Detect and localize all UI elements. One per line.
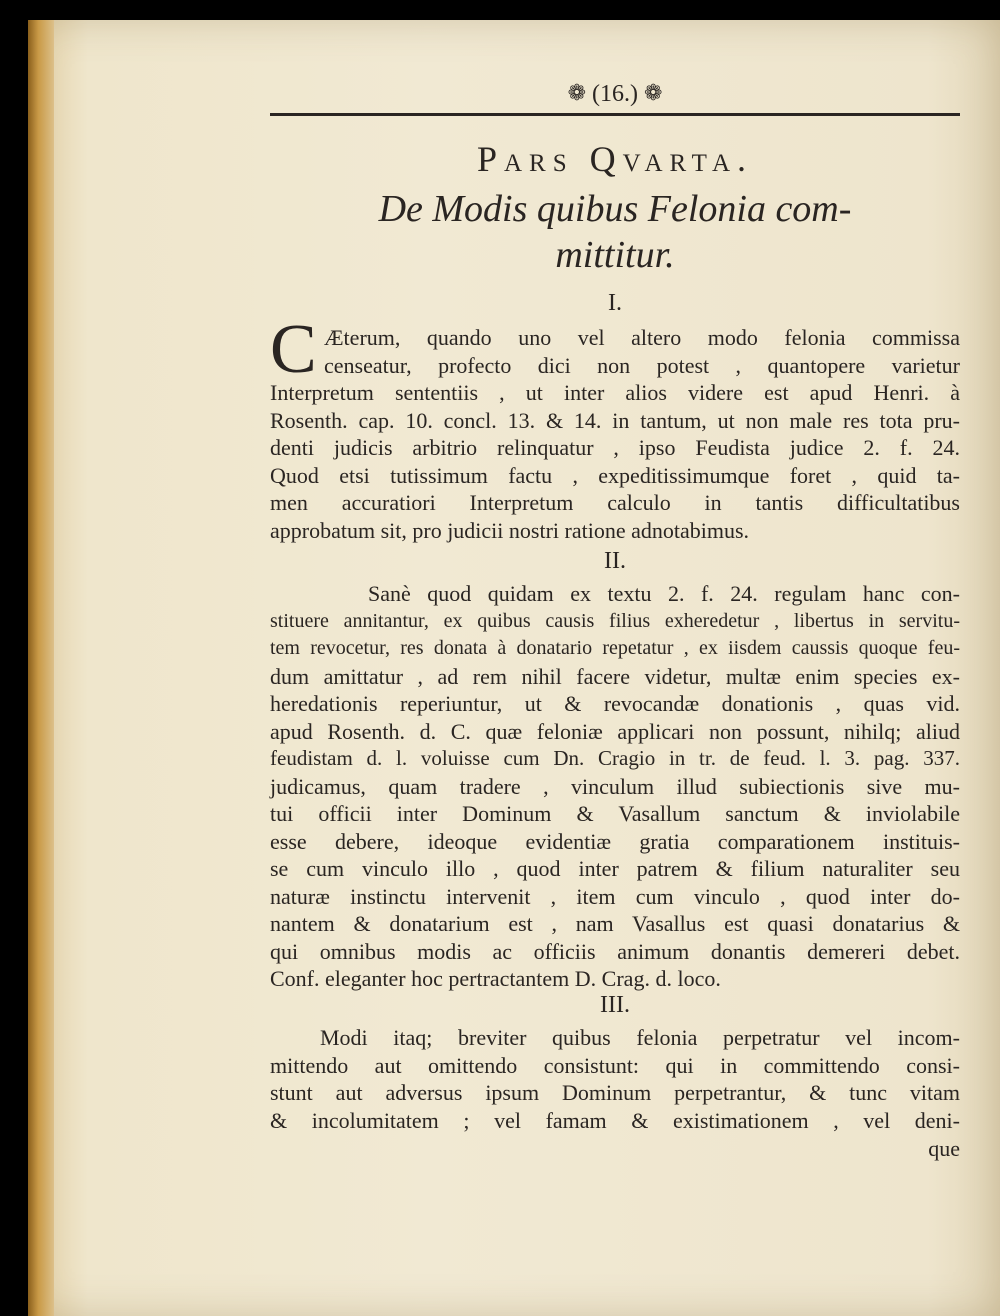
page-gutter-edge <box>28 20 54 1316</box>
part-title: Pars Qvarta. <box>476 139 754 179</box>
subtitle-line-2: mittitur. <box>555 234 675 276</box>
text-line: nantem & donatarium est , nam Vasallus est quasi donatarius & <box>270 911 960 936</box>
text-line: tem revocetur, res donata à donatario repetatur , ex iisdem caussis quoque feu- <box>270 637 960 659</box>
text-line: Quod etsi tutissimum factu , expeditissimumque foret , quid ta- <box>270 462 960 488</box>
subtitle-line-1: De Modis quibus Felonia com- <box>378 188 852 230</box>
ornament-right-icon: ❁ <box>643 80 663 105</box>
ornament-left-icon: ❁ <box>567 80 586 105</box>
text-line: Conf. eleganter hoc pertractantem D. Crag. d. loco. <box>270 966 721 991</box>
text-line: apud Rosenth. d. C. quæ feloniæ applicari non possunt, nihilq; aliud <box>270 718 960 744</box>
text-line: se cum vinculo illo , quod inter patrem & filium naturaliter seu <box>270 856 960 881</box>
text-line: & incolumitatem ; vel famam & existimationem , vel deni- <box>270 1107 960 1133</box>
text-line: tui officii inter Dominum & Vasallum sanctum & inviolabile <box>270 801 960 826</box>
text-line: naturæ instinctu intervenit , item cum vinculo , quod inter do- <box>270 883 960 909</box>
section-number-3: III. <box>600 992 630 1018</box>
text-line: Interpretum sententiis , ut inter alios videre est apud Henri. à <box>270 380 960 405</box>
drop-cap: C <box>270 311 317 388</box>
chapter-subtitle <box>270 186 960 278</box>
text-line: Æterum, quando uno vel altero modo felonia commissa <box>324 325 960 350</box>
text-line: Modi itaq; breviter quibus felonia perpetratur vel incom- <box>320 1025 960 1050</box>
section-1-text <box>270 311 960 544</box>
text-line: stunt aut adversus ipsum Dominum perpetrantur, & tunc vitam <box>270 1080 960 1105</box>
text-line: censeatur, profecto dici non potest , quantopere varietur <box>324 352 960 378</box>
running-header <box>270 80 960 116</box>
text-line: heredationis reperiuntur, ut & revocandæ donationis , quas vid. <box>270 691 960 716</box>
text-line: denti judicis arbitrio relinquatur , ipso Feudista judice 2. f. 24. <box>270 435 960 460</box>
text-line: Rosenth. cap. 10. concl. 13. & 14. in tantum, ut non male res tota pru- <box>270 407 960 433</box>
section-3-text <box>270 1024 960 1134</box>
text-line: Sanè quod quidam ex textu 2. f. 24. regulam hanc con- <box>368 581 960 606</box>
header-rule <box>270 113 960 116</box>
catchword: que <box>928 1136 960 1161</box>
section-number-2: II. <box>604 548 626 574</box>
text-line: mittendo aut omittendo consistunt: qui in committendo consi- <box>270 1052 960 1078</box>
text-line: dum amittatur , ad rem nihil facere videtur, multæ enim species ex- <box>270 663 960 689</box>
section-number-1: I. <box>608 290 622 316</box>
text-line: esse debere, ideoque evidentiæ gratia comparationem instituis- <box>270 828 960 854</box>
text-line: stituere annitantur, ex quibus causis filius exheredetur , libertus in servitu- <box>270 609 960 632</box>
text-line: feudistam d. l. voluisse cum Dn. Cragio in tr. de feud. l. 3. pag. 337. <box>270 746 960 770</box>
book-page <box>28 20 1000 1316</box>
text-line: judicamus, quam tradere , vinculum illud subiectionis sive mu- <box>270 773 960 799</box>
text-line: approbatum sit, pro judicii nostri ratione adnotabimus. <box>270 517 750 543</box>
page-number: (16.) <box>592 81 638 107</box>
text-line: qui omnibus modis ac officiis animum donantis demereri debet. <box>270 938 960 964</box>
section-2-text <box>270 580 960 993</box>
text-line: men accuratiori Interpretum calculo in tantis difficultatibus <box>270 490 960 515</box>
